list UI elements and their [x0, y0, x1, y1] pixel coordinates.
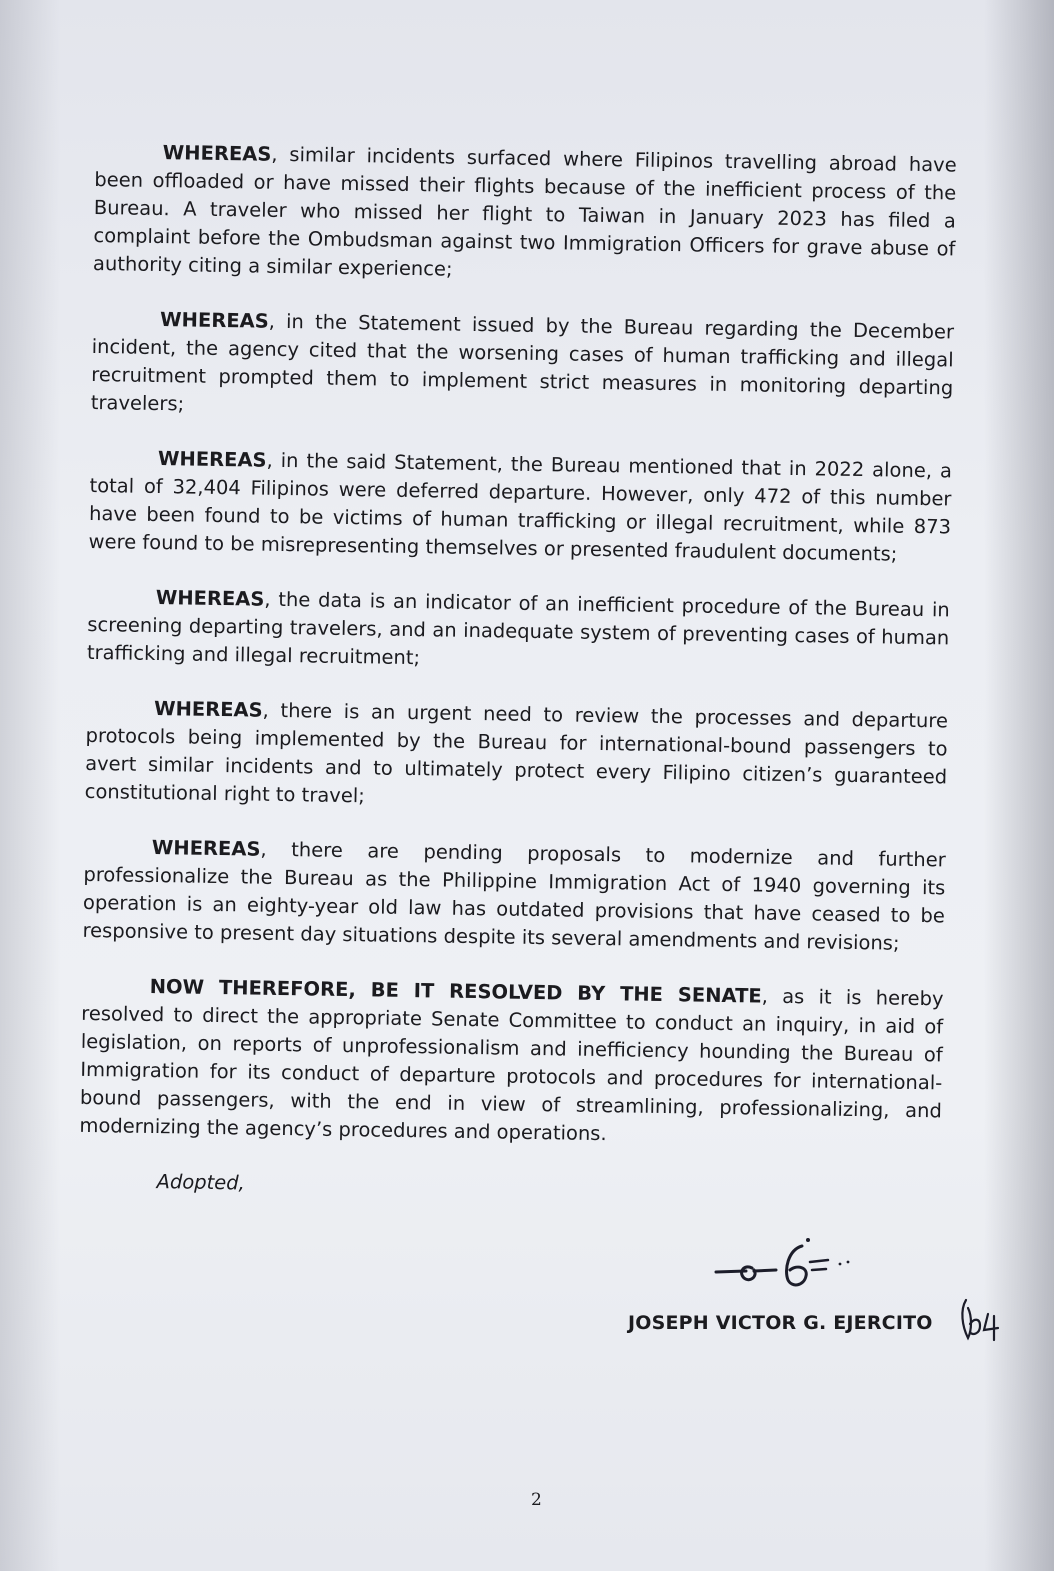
resolving-clause [79, 972, 944, 1154]
whereas-clause-3 [88, 444, 952, 570]
clause-keyword: WHEREAS [151, 835, 261, 861]
clause-keyword: WHEREAS [157, 447, 267, 472]
whereas-clause-1 [93, 138, 957, 292]
whereas-clause-4 [87, 583, 950, 681]
clause-text: , similar incidents surfaced where Filipinos travelling abroad have been offloaded or have missed their flights because of the inefficient process of the Bureau. A traveler who missed her flight to Taiwan in January 2023 has filed a complaint before the Ombudsman against two Immigration Officers for grave abuse of authority citing a similar experience; [92, 142, 957, 281]
clause-keyword: WHEREAS [162, 141, 272, 166]
clause-text: , the data is an indicator of an inefficient procedure of the Bureau in screening departing travelers, and an inadequate system of preventing cases of human trafficking and illegal recruitment; [86, 587, 950, 670]
clause-text: , as it is hereby resolved to direct the appropriate Senate Committee to conduct an inquiry, in aid of legislation, on reports of unprofessionalism and inefficiency hounding the Bureau of Immigration for its conduct of departure protocols and procedures for international-bound passengers, with the end in view of streamlining, professionalizing, and modernizing the agency’s procedures and operations. [79, 984, 944, 1146]
resolution-body [78, 138, 956, 1208]
signature-block [628, 1234, 1008, 1344]
page-shadow-left [0, 0, 60, 1571]
whereas-clause-6 [82, 833, 946, 959]
clause-keyword: WHEREAS [153, 696, 263, 722]
whereas-clause-5 [85, 694, 949, 820]
signatory-name: JOSEPH VICTOR G. EJERCITO [628, 1312, 933, 1334]
clause-keyword: WHEREAS [155, 586, 265, 611]
adopted-label: Adopted, [156, 1170, 246, 1195]
clause-keyword: NOW THEREFORE, BE IT RESOLVED BY THE SENATE [149, 974, 762, 1008]
clause-text: , in the Statement issued by the Bureau regarding the December incident, the agency cited that the worsening cases of human trafficking and illegal recruitment prompted them to implement strict measures in monitoring departing travelers; [90, 309, 955, 416]
clause-text: , in the said Statement, the Bureau mentioned that in 2022 alone, a total of 32,404 Filipinos were deferred departure. However, only 472 of this number have been found to be victims of human trafficking or illegal recruitment, while 873 were found to be misrepresenting themselves or presented fraudulent documents; [88, 448, 953, 566]
clause-text: , there are pending proposals to modernize and further professionalize the Bureau as the Philippine Immigration Act of 1940 governing its operation is an eighty-year old law has outdated provisions that have ceased to be responsive to present day situations despite its several amendments and revisions; [82, 837, 946, 955]
clause-text: , there is an urgent need to review the processes and departure protocols being implemented by the Bureau for international-bound passengers to avert similar incidents and to ultimately protect every Filipino citizen’s guaranteed constitutional right to travel; [84, 698, 949, 808]
initials-flourish [958, 1296, 1006, 1346]
page-number: 2 [531, 1490, 542, 1510]
handwritten-signature [710, 1234, 890, 1314]
clause-keyword: WHEREAS [159, 308, 269, 333]
whereas-clause-2 [91, 305, 955, 431]
